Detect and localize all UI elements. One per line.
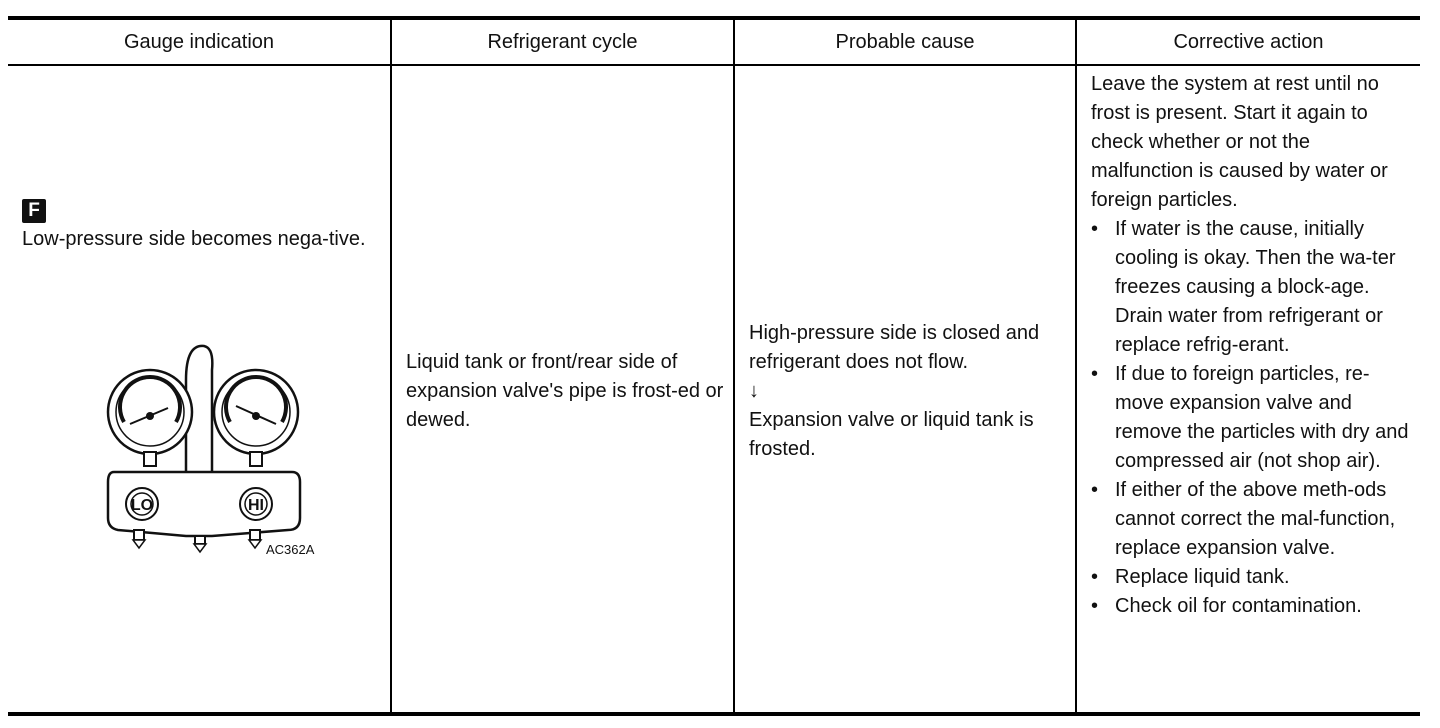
probable-cause-line-1: High-pressure side is closed and refrigerant does not flow. xyxy=(749,322,1040,373)
gauge-indication-text: Low-pressure side becomes nega-tive. xyxy=(22,228,366,250)
corrective-action-list xyxy=(1091,215,1414,621)
corrective-action-cell xyxy=(1091,70,1414,621)
header-gauge-indication: Gauge indication xyxy=(8,20,390,66)
down-arrow-icon: ↓ xyxy=(749,380,759,402)
corrective-action-intro: Leave the system at rest until no frost is present. Start it again to check whether or not the malfunction is caused by water or foreign particles. xyxy=(1091,73,1388,211)
diagnosis-table xyxy=(8,16,1420,716)
header-probable-cause: Probable cause xyxy=(735,20,1075,66)
list-item: • If due to foreign particles, re-move expansion valve and remove the particles with dry and compressed air (not shop air). xyxy=(1091,360,1414,476)
column-gauge-indication xyxy=(8,20,392,712)
list-item: • Check oil for contamination. xyxy=(1091,592,1414,621)
high-side-label: HI xyxy=(248,497,264,514)
header-corrective-action: Corrective action xyxy=(1077,20,1420,66)
gauge-indication-cell xyxy=(22,196,382,254)
column-refrigerant-cycle xyxy=(392,20,735,712)
symptom-badge: F xyxy=(22,199,46,223)
probable-cause-line-2: Expansion valve or liquid tank is frosted. xyxy=(749,409,1034,460)
refrigerant-cycle-text: Liquid tank or front/rear side of expansion valve's pipe is frost-ed or dewed. xyxy=(406,351,724,431)
low-side-label: LO xyxy=(130,497,154,514)
header-refrigerant-cycle: Refrigerant cycle xyxy=(392,20,733,66)
figure-caption: AC362A xyxy=(266,542,315,557)
list-item: • Replace liquid tank. xyxy=(1091,563,1414,592)
probable-cause-cell xyxy=(749,319,1067,464)
column-probable-cause xyxy=(735,20,1077,712)
manifold-gauge-icon xyxy=(100,340,340,560)
list-item: • If water is the cause, initially cooling is okay. Then the wa-ter freezes causing a block-age. Drain water from refrigerant or replace refrig-erant. xyxy=(1091,215,1414,360)
list-item: • If either of the above meth-ods cannot correct the mal-function, replace expansion valve. xyxy=(1091,476,1414,563)
column-corrective-action xyxy=(1077,20,1420,712)
